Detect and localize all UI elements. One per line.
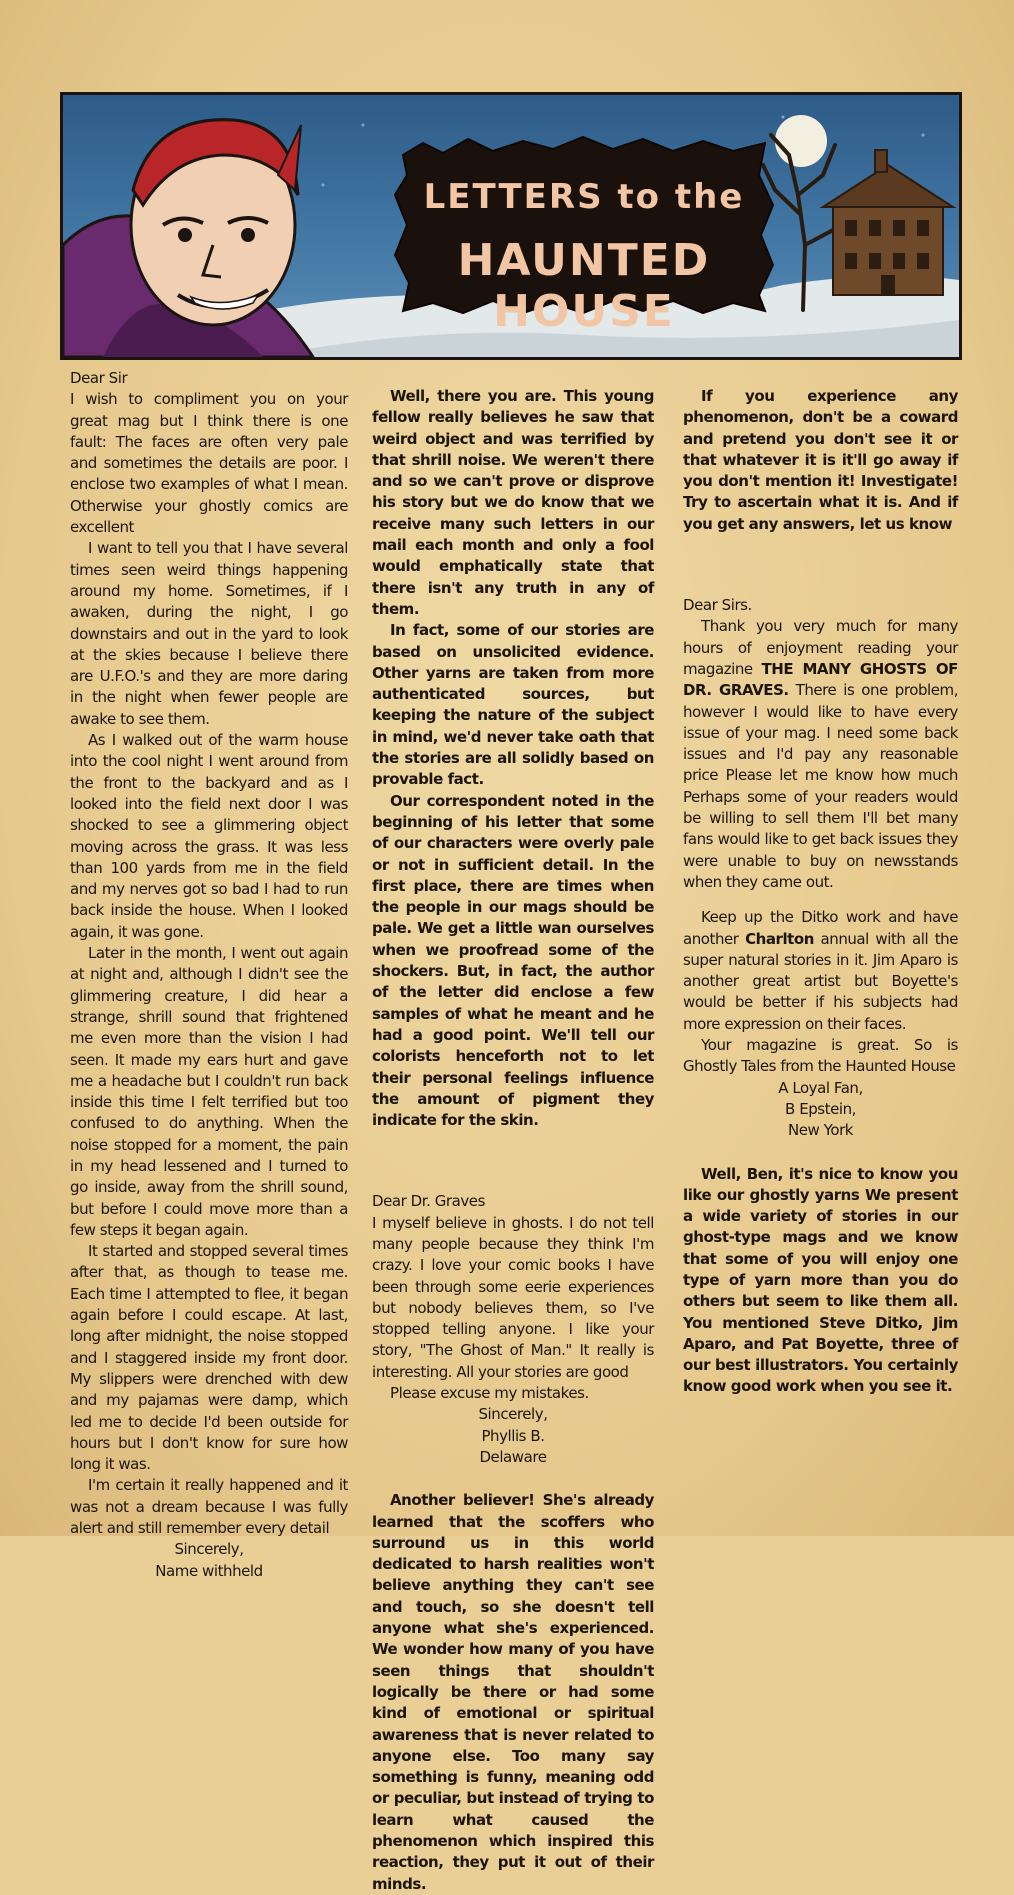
letter3-paragraph-3: Your magazine is great. So is Ghostly Tales from the Haunted House	[683, 1036, 958, 1076]
letter1-paragraph-4: Later in the month, I went out again at night and, although I didn't see the glimmering creature, I did hear a strange, shrill sound that frightened me even more than the vision I had seen. It made my ears hurt and gave me a headache but I couldn't run back inside this time I felt terrified but too confused to do anything. When the noise stopped for a moment, the pain in my head lessened and I turned to go inside, away from the shrill sound, but before I could move more than a few steps it began again.	[70, 944, 348, 1239]
haunted-house-icon	[823, 150, 953, 295]
letter3-p1-after: There is one problem, however I would like to have every issue of your mag. I need some back issues and I'd pay any reasonable price Please let me know how much Perhaps some of your readers would be willing to sell them I'll bet many fans would like to get back issues they were unable to buy on newsstands when they came out.	[683, 681, 959, 891]
letter2-closing: Sincerely,	[478, 1405, 548, 1424]
letter1-paragraph-6: I'm certain it really happened and it was not a dream because I was fully alert and still remember every detail	[70, 1476, 348, 1538]
spacer	[683, 893, 958, 907]
reply1-paragraph-2: In fact, some of our stories are based on unsolicited evidence. Other yarns are taken from more authenticated sources, but keeping the nature of the subject in mind, we'd never take oath that the stories are all solidly based on provable fact.	[372, 621, 654, 789]
letter2-postscript: Please excuse my mistakes.	[390, 1384, 589, 1403]
letter3-sign-1: A Loyal Fan,	[778, 1078, 863, 1097]
letter3-paragraph-1	[683, 616, 958, 893]
letter2-signature-place: Delaware	[479, 1447, 547, 1466]
reply1-paragraph-3: Our correspondent noted in the beginning of his letter that some of our characters were overly pale or not in sufficient detail. In the first place, there are times when the people in our mags should be pale. We get a little wan ourselves when we proofread some of the shockers. But, in fact, the author of the letter did enclose a few samples of what he meant and he had a good point. We'll tell our colorists henceforth not to let their personal feelings influence the amount of pigment they indicate for the skin.	[372, 791, 654, 1130]
column-1	[70, 368, 348, 1582]
reply3-text: Well, Ben, it's nice to know you like our ghostly yarns We present a wide variety of stories in our ghost-type mags and we know that some of you will enjoy one type of yarn more than you do others but seem to like them all. You mentioned Steve Ditko, Jim Aparo, and Pat Boyette, three of our best illustrators. You certainly know good work when you see it.	[683, 1164, 958, 1396]
column-2	[372, 386, 654, 1893]
title-line-2: HAUNTED HOUSE	[457, 235, 711, 337]
spacer	[683, 535, 958, 595]
reply2-text: Another believer! She's already learned that the scoffers who surround us in this world dedicated to harsh realities won't believe anything they can't see and touch, so she doesn't tell anyone what she's experienced. We wonder how many of you have seen things that shouldn't logically be there or had some kind of emotional or spiritual awareness that is never related to anyone else. Too many say something is funny, meaning odd or peculiar, but instead of trying to learn what caused the phenomenon which inspired this reaction, they put it out of their minds.	[372, 1491, 654, 1893]
letter3-paragraph-2	[683, 907, 958, 1035]
letter3-sign-3: New York	[787, 1121, 854, 1140]
letter3-p2-before: Keep up the Ditko work and have another	[683, 908, 958, 948]
letter2-body: I myself believe in ghosts. I do not tell many people because they think I'm crazy. I love your comic books I have been through some eerie experiences but nobody believes them, so I've stopped telling anyone. I like your story, "The Ghost of Man." It really is interesting. All your stories are good	[372, 1213, 654, 1381]
title-plaque	[393, 135, 775, 337]
letter3-sign-2: B Epstein,	[785, 1099, 856, 1118]
letter3-salutation: Dear Sirs.	[683, 596, 752, 615]
spacer	[372, 1468, 654, 1490]
header-panel	[60, 92, 962, 360]
letter2-signature-name: Phyllis B.	[481, 1426, 545, 1445]
letter3-p2-after: annual with all the super natural stories in it. Jim Aparo is another great artist but Boyette's would be better if his subjects had more expression on their faces.	[683, 929, 958, 1033]
spacer	[683, 1142, 958, 1164]
publisher-name: Charlton	[745, 929, 814, 948]
letter1-paragraph-1: I wish to compliment you on your great mag but I think there is one fault: The faces are often very pale and sometimes the details are poor. I enclose two examples of what I mean. Otherwise your ghostly comics are excellent	[70, 390, 348, 537]
letter1-signature: Name withheld	[155, 1561, 263, 1580]
column-3	[683, 386, 958, 1398]
letter1-paragraph-2: I want to tell you that I have several times seen weird things happening around my home. Sometimes, if I awaken, during the night, I go downstairs and out in the yard to look at the skies because I believe there are U.F.O.'s and they are more daring in the night when fewer people are awake to see them.	[70, 539, 348, 728]
letter1-paragraph-5: It started and stopped several times after that, as though to tease me. Each time I attempted to flee, it began again before I could escape. At last, long after midnight, the noise stopped and I staggered inside my front door. My slippers were drenched with dew and my pajamas were damp, which led me to decide I'd been outside for hours but I don't know for sure how long it was.	[70, 1242, 348, 1474]
letter3-p1-before: Thank you very much for many hours of enjoyment reading your magazine	[683, 617, 958, 678]
title-line-1: LETTERS to the	[423, 177, 745, 217]
spacer	[372, 1131, 654, 1191]
moon-icon	[775, 115, 827, 167]
reply2-continuation: If you experience any phenomenon, don't be a coward and pretend you don't see it or that whatever it is it'll go away if you don't mention it! Investigate! Try to ascertain what it is. And if you get any answers, let us know	[683, 387, 958, 533]
letter1-paragraph-3: As I walked out of the warm house into the cool night I went around from the front to the backyard and as I looked into the field next door I was shocked to see a glimmering object moving across the grass. It was less than 100 yards from me in the field and my nerves got so bad I had to run back inside the house. When I looked again, it was gone.	[70, 731, 348, 941]
reply1-paragraph-1: Well, there you are. This young fellow really believes he saw that weird object and was terrified by that shrill noise. We weren't there and so we can't prove or disprove his story but we do know that we receive many such letters in our mail each month and only a fool would emphatically state that there isn't any truth in any of them.	[372, 387, 654, 618]
letter2-salutation: Dear Dr. Graves	[372, 1192, 485, 1211]
letter1-closing: Sincerely,	[174, 1540, 244, 1559]
devil-host-illustration	[63, 120, 313, 357]
letter1-salutation: Dear Sir	[70, 369, 128, 387]
magazine-title: THE MANY GHOSTS OF DR. GRAVES.	[683, 659, 958, 700]
